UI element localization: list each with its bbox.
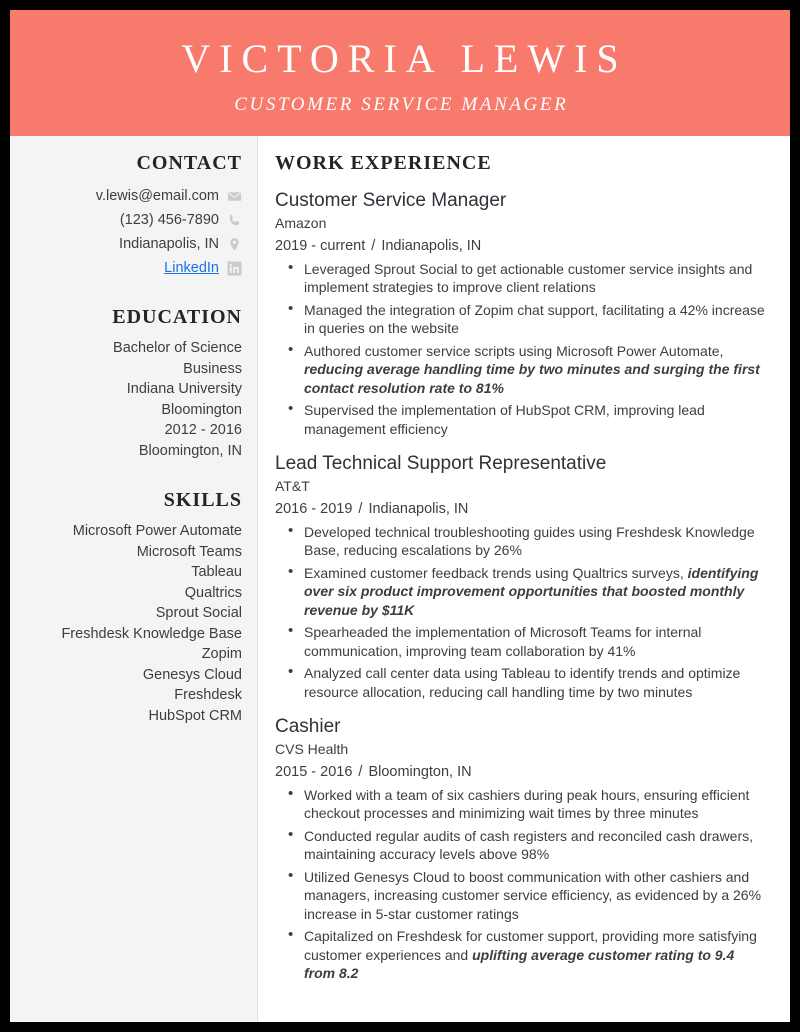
skill-item: Tableau — [191, 564, 242, 580]
bullet-text: Authored customer service scripts using Microsoft Power Automate, — [304, 342, 724, 359]
bullet-text: Capitalized on Freshdesk for customer support, providing more satisfying customer experiences and — [304, 928, 757, 963]
bullet-text: Managed the integration of Zopim chat support, facilitating a 42% increase in queries on the website — [304, 301, 765, 337]
bullet-text: Spearheaded the implementation of Microsoft Teams for internal communication, improving team collaboration by 41% — [304, 624, 702, 659]
skill-item: Zopim — [201, 646, 242, 662]
job-bullet — [275, 564, 768, 620]
linkedin-link[interactable]: LinkedIn — [164, 260, 219, 276]
job-meta — [275, 500, 768, 519]
location-pin-icon — [227, 237, 242, 252]
contact-list — [20, 184, 242, 280]
job-company: AT&T — [275, 478, 310, 495]
bullet-emphasis: uplifting average customer rating to 9.4 from 8.2 — [304, 946, 735, 982]
job-entry — [275, 452, 768, 701]
job-dates: 2015 - 2016 — [275, 763, 353, 780]
skill-item: Qualtrics — [184, 584, 242, 601]
bullet-emphasis: identifying over six product improvement opportunities that boosted monthly revenue by $11K — [304, 564, 759, 618]
bullet-text: Supervised the implementation of HubSpot CRM, improving lead management efficiency — [304, 402, 705, 437]
contact-phone-text: (123) 456-7890 — [119, 212, 219, 228]
work-experience-heading: WORK EXPERIENCE — [275, 152, 492, 174]
bullet-text: Examined customer feedback trends using Qualtrics surveys, — [304, 564, 688, 581]
skills-section — [20, 489, 242, 726]
job-title: Lead Technical Support Representative — [275, 453, 607, 475]
resume-body — [10, 136, 790, 1022]
skill-item: Genesys Cloud — [142, 666, 242, 683]
job-bullets — [275, 260, 768, 439]
contact-item-location — [20, 232, 242, 256]
job-meta-separator: / — [358, 763, 363, 780]
education-line: Bloomington, IN — [138, 442, 242, 459]
bullet-text: Utilized Genesys Cloud to boost communication with other cashiers and managers, increasing customer service efficiency, as evidenced by a 26% increase in 5-star customer ratings — [304, 868, 762, 922]
skill-item: Microsoft Power Automate — [72, 523, 242, 539]
candidate-job-title: CUSTOMER SERVICE MANAGER — [234, 93, 569, 115]
job-location: Indianapolis, IN — [381, 237, 482, 254]
education-details — [20, 338, 242, 461]
job-bullet — [275, 827, 768, 864]
education-section — [20, 306, 242, 461]
candidate-name: VICTORIA LEWIS — [181, 35, 628, 81]
job-bullet — [275, 523, 768, 560]
education-line: 2012 - 2016 — [164, 422, 242, 438]
skills-heading: SKILLS — [163, 489, 242, 511]
job-bullets — [275, 523, 768, 702]
education-line: Business — [183, 360, 242, 377]
job-meta — [275, 763, 768, 782]
main-content — [258, 136, 790, 1022]
job-dates: 2016 - 2019 — [275, 500, 353, 517]
contact-email-text: v.lewis@email.com — [95, 188, 219, 204]
resume-header-banner — [10, 10, 790, 136]
job-bullet — [275, 342, 768, 398]
job-dates: 2019 - current — [275, 237, 366, 254]
skills-list — [20, 521, 242, 726]
job-bullet — [275, 260, 768, 297]
bullet-emphasis: reducing average handling time by two minutes and surging the first contact resolution rate to 81% — [304, 361, 760, 396]
job-bullets — [275, 786, 768, 983]
job-location: Indianapolis, IN — [368, 500, 469, 517]
contact-section — [20, 152, 242, 280]
education-line: Bloomington — [161, 401, 242, 418]
contact-item-phone — [20, 208, 242, 232]
job-entry — [275, 189, 768, 438]
job-meta-separator: / — [371, 237, 376, 254]
bullet-text: Analyzed call center data using Tableau to identify trends and optimize resource allocation, reducing call handling time by two minutes — [304, 665, 741, 700]
job-bullet — [275, 786, 768, 823]
job-location: Bloomington, IN — [368, 763, 472, 780]
sidebar — [10, 136, 258, 1022]
job-bullet — [275, 401, 768, 438]
bullet-text: Conducted regular audits of cash registers and reconciled cash drawers, maintaining accuracy levels above 98% — [304, 827, 754, 863]
skill-item: Freshdesk Knowledge Base — [61, 625, 242, 642]
bullet-text: Worked with a team of six cashiers during peak hours, ensuring efficient checkout processes and minimizing wait times by three minutes — [304, 786, 750, 822]
skill-item: HubSpot CRM — [148, 707, 242, 724]
education-line: Indiana University — [126, 381, 242, 397]
contact-item-linkedin[interactable] — [20, 256, 242, 280]
envelope-icon — [227, 189, 242, 204]
contact-location-text: Indianapolis, IN — [119, 236, 219, 252]
contact-heading: CONTACT — [136, 152, 242, 174]
job-bullet — [275, 927, 768, 983]
job-company: CVS Health — [275, 741, 349, 758]
skill-item: Sprout Social — [155, 605, 242, 621]
phone-icon — [227, 213, 242, 228]
skill-item: Freshdesk — [174, 687, 242, 703]
resume-page — [10, 10, 790, 1022]
contact-item-email — [20, 184, 242, 208]
job-bullet — [275, 623, 768, 660]
job-entry — [275, 715, 768, 983]
job-company: Amazon — [275, 215, 327, 232]
job-bullet — [275, 664, 768, 701]
education-heading: EDUCATION — [112, 306, 242, 328]
education-line: Bachelor of Science — [113, 340, 242, 356]
skill-item: Microsoft Teams — [136, 543, 242, 560]
bullet-text: Leveraged Sprout Social to get actionable customer service insights and implement strategies to improve client relations — [304, 260, 753, 296]
job-meta — [275, 237, 768, 256]
job-meta-separator: / — [358, 500, 363, 517]
job-title: Cashier — [275, 716, 341, 738]
job-bullet — [275, 301, 768, 338]
job-bullet — [275, 868, 768, 924]
job-title: Customer Service Manager — [275, 190, 507, 211]
linkedin-icon[interactable] — [227, 261, 242, 276]
bullet-text: Developed technical troubleshooting guides using Freshdesk Knowledge Base, reducing escalations by 26% — [304, 523, 755, 559]
